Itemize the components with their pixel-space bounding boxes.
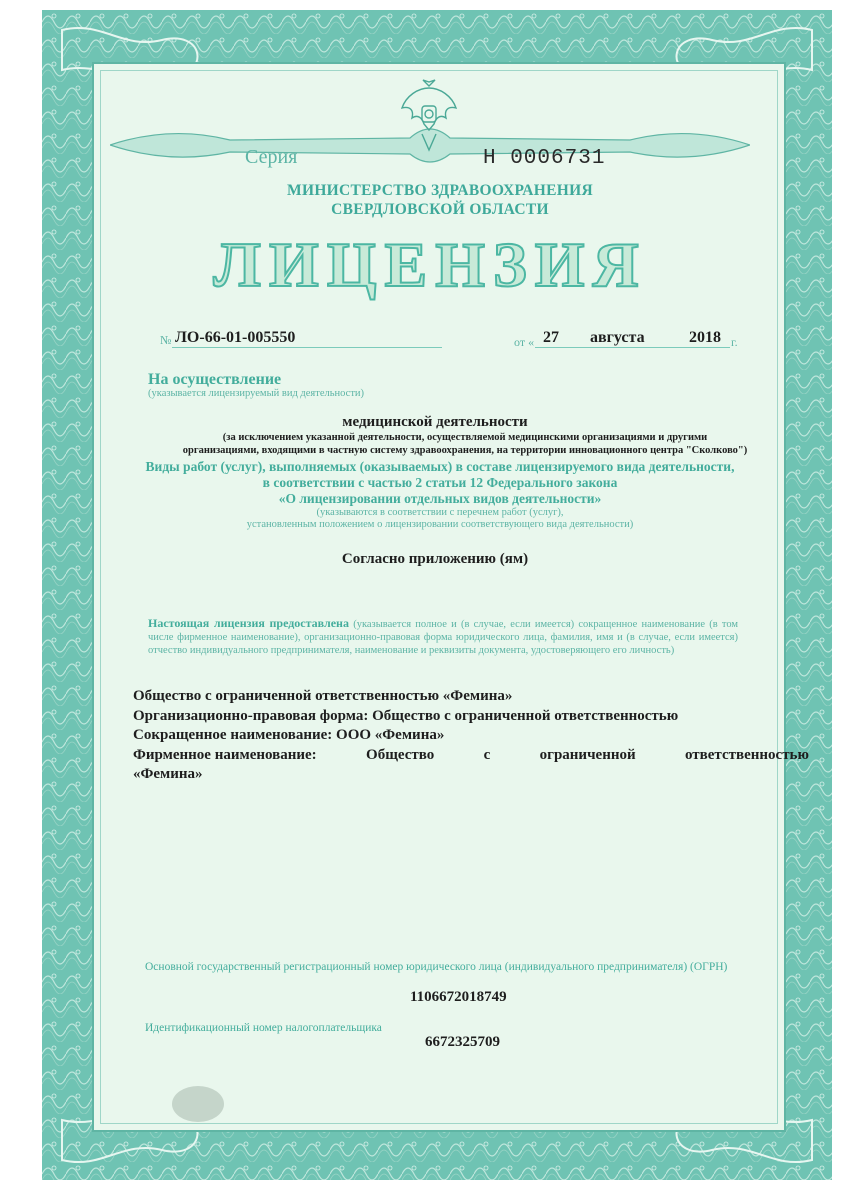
- date-prefix: от «: [514, 335, 535, 349]
- works-description: Виды работ (услуг), выполняемых (оказываемых) в составе лицензируемого вида деятельности, в соответствии с частью 2 статьи 12 Федерального закона «О лицензировании отдельных видов деятельности»: [145, 459, 735, 506]
- org-brand-word: с: [483, 746, 491, 763]
- license-day: 27: [543, 329, 559, 346]
- activity-label: На осуществление: [148, 371, 282, 388]
- works-hint: (указываются в соответствии с перечнем работ (услуг), установленным положением о лицензировании соответствующего вида деятельности): [246, 507, 634, 530]
- activity-note: (за исключением указанной деятельности, осуществляемой медицинскими организациями и другими организациями, входящими в частную систему здравоохранения, на территории инновационного центра "Сколково"): [182, 432, 748, 456]
- ogrn-value: 1106672018749: [410, 989, 507, 1005]
- activity-label-hint: (указывается лицензируемый вид деятельности): [148, 388, 365, 399]
- granted-to-description: [148, 617, 738, 657]
- license-year: 2018: [689, 329, 721, 346]
- activity-name: медицинской деятельности: [342, 414, 528, 430]
- series-label: Серия: [245, 146, 298, 168]
- document-title: ЛИЦЕНЗИЯ: [213, 229, 647, 300]
- org-full-name: Общество с ограниченной ответственностью «Фемина»: [133, 688, 513, 704]
- org-legal-form: Организационно-правовая форма: Общество с ограниченной ответственностью: [133, 707, 679, 724]
- org-brand-word: ответственностью: [684, 746, 809, 763]
- organization-block: [133, 687, 809, 785]
- ink-stain: [172, 1086, 224, 1122]
- coat-of-arms-icon: [398, 78, 460, 152]
- granted-hint: (указывается полное и (в случае, если имеется) сокращенное наименование (в том числе фирменное наименование), организационно-правовая форма юридического лица, фамилия, имя и (в случае, если имеется) отчество индивидуального предпринимателя, наименование и реквизиты документа, удостоверяющего его личность): [148, 619, 739, 656]
- org-brand-name-end: «Фемина»: [133, 766, 203, 782]
- series-number: Н 0006731: [483, 147, 606, 170]
- number-prefix: №: [160, 333, 172, 347]
- org-brand-name-row: [133, 746, 809, 766]
- license-number: ЛО-66-01-005550: [175, 329, 296, 346]
- license-month: августа: [590, 329, 645, 346]
- inn-value: 6672325709: [425, 1034, 500, 1050]
- ogrn-label: Основной государственный регистрационный номер юридического лица (индивидуального предпринимателя) (ОГРН): [145, 961, 728, 973]
- date-underline: [535, 347, 730, 348]
- issuer-name: МИНИСТЕРСТВО ЗДРАВООХРАНЕНИЯ СВЕРДЛОВСКОЙ ОБЛАСТИ: [287, 182, 593, 218]
- org-brand-word: Общество: [366, 746, 435, 763]
- org-brand-word: Фирменное наименование:: [133, 746, 317, 763]
- according-to-appendix: Согласно приложению (ям): [341, 551, 529, 567]
- inn-label: Идентификационный номер налогоплательщика: [145, 1022, 382, 1034]
- year-suffix: г.: [731, 335, 738, 349]
- org-brand-word: ограниченной: [539, 746, 636, 763]
- granted-label: Настоящая лицензия предоставлена: [148, 616, 349, 630]
- number-underline: [172, 347, 442, 348]
- org-short-name: Сокращенное наименование: ООО «Фемина»: [133, 727, 445, 743]
